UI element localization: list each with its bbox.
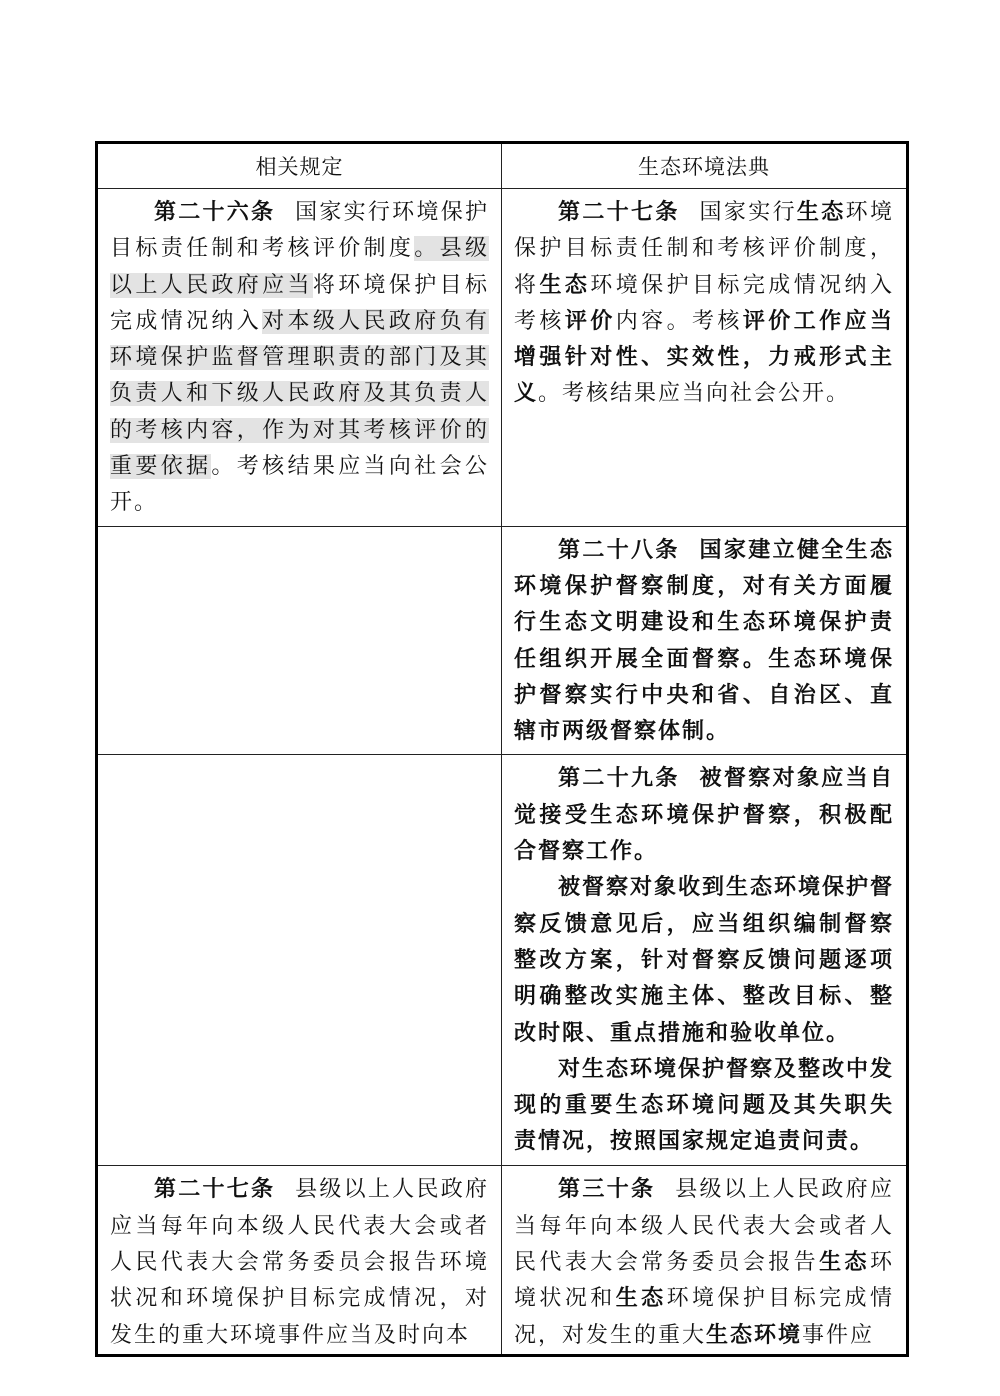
article-number: 第二十九条 [558, 766, 680, 792]
article-number: 第二十六条 [154, 200, 276, 225]
table-row [97, 189, 908, 527]
left-cell [97, 189, 502, 527]
highlighted-text: 。县级以上人民政府应当 [110, 236, 489, 298]
text-run: 环境保护目标完成情况，对发生的重大 [514, 1286, 894, 1348]
bold-text: 生态环境 [706, 1322, 803, 1348]
bold-text: 生态 [539, 272, 591, 298]
table-row [97, 755, 908, 1166]
bold-text: 生态 [796, 200, 846, 225]
text-run: 。考核结果应当向社会公开。 [538, 381, 851, 407]
table-row [97, 526, 908, 755]
text-run: 环境保护目标完成情况纳入考核 [514, 272, 894, 334]
article-number: 第三十条 [558, 1177, 656, 1203]
article-paragraph [110, 1172, 489, 1353]
article-paragraph: 对生态环境保护督察及整改中发现的重要生态环境问题及其失职失责情况，按照国家规定追责问责。 [514, 1056, 895, 1155]
text-run: 内容 [615, 308, 667, 334]
text-run: 将 [514, 272, 540, 298]
text-run: 国家实行 [699, 200, 797, 225]
article-paragraph [514, 195, 894, 413]
text-run: 国家实行环境保护目标责任制和考核评价制度 [110, 200, 489, 262]
right-cell [502, 1166, 908, 1356]
article-paragraph [514, 761, 894, 870]
text-run: 县级以上人民政府应当每年向本级人民代表大会或者人民代表大会常务委员会报告环境状况和环境保护目标完成情况，对发生的重大环境事件应当及时向本 [110, 1177, 489, 1348]
right-cell [502, 526, 908, 755]
bold-text: 生态 [819, 1250, 870, 1276]
bold-text: 评价工作应当增强针对性、实效性，力戒形式主义 [514, 308, 894, 407]
left-cell [97, 1166, 502, 1356]
table-header-row [97, 143, 908, 189]
bold-text: 被督察对象应当自觉接受生态环境保护督察，积极配合督察工作。 [514, 766, 894, 865]
text-run: 环境状况和 [514, 1250, 894, 1312]
article-number: 第二十七条 [154, 1177, 276, 1203]
comparison-table [95, 141, 909, 1357]
right-cell [502, 755, 908, 1166]
bold-text: 国家建立健全生态环境保护督察制度，对有关方面履行生态文明建设和生态环境保护责任组织开展全面督察。生态环境保护督察实行中央和省、自治区、直辖市两级督察体制。 [514, 537, 894, 745]
text-run: 。考核结果应当向社会公开。 [110, 454, 489, 516]
left-cell-empty [97, 526, 502, 755]
header-eco-code: 生态环境法典 [502, 143, 908, 189]
bold-text: 生态 [615, 1286, 667, 1312]
text-run: 县级以上人民政府应当每年向本级人民代表大会或者人民代表大会常务委员会报告 [514, 1177, 894, 1276]
article-number: 第二十七条 [558, 200, 680, 225]
article-paragraph [514, 533, 894, 751]
highlighted-text: 对本级人民政府负有环境保护监督管理职责的部门及其负责人和下级人民政府及其负责人的考核内容，作为对其考核评价的重要依据 [110, 308, 489, 480]
article-paragraph [514, 1172, 894, 1353]
text-run: 。考核 [666, 308, 743, 334]
text-run: 将环境保护目标完成情况纳入 [110, 272, 489, 334]
left-cell-empty [97, 755, 502, 1166]
right-cell [502, 189, 908, 527]
text-run: 事件应 [802, 1322, 875, 1348]
table-row [97, 1166, 908, 1356]
article-number: 第二十八条 [558, 537, 680, 563]
text-run: 环境保护目标责任制和考核评价制度， [514, 200, 894, 262]
article-paragraph [110, 195, 489, 522]
header-related-provisions: 相关规定 [97, 143, 502, 189]
bold-text: 评价 [564, 308, 616, 334]
article-paragraph: 被督察对象收到生态环境保护督察反馈意见后，应当组织编制督察整改方案，针对督察反馈问题逐项明确整改实施主体、整改目标、整改时限、重点措施和验收单位。 [514, 875, 895, 1046]
